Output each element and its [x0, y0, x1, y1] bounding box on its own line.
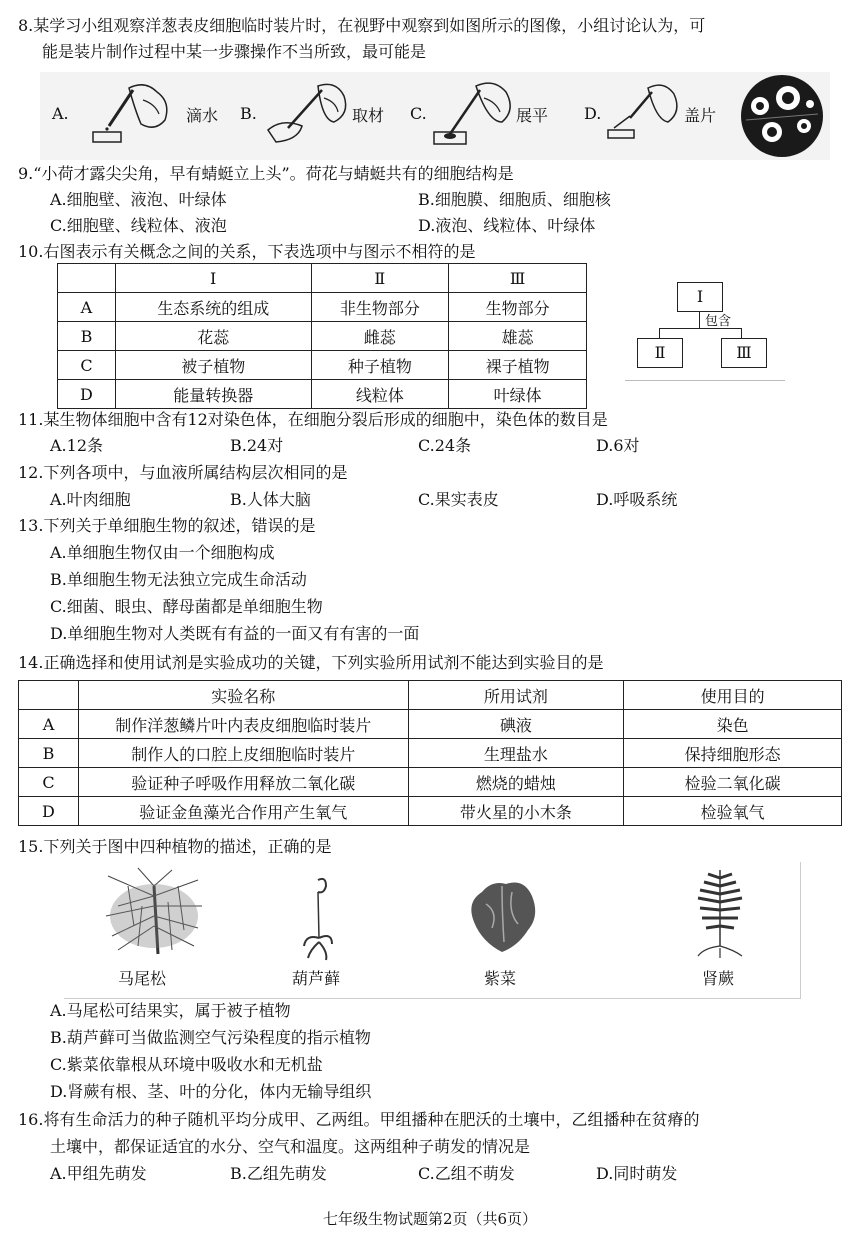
q9-option-c: C.细胞壁、线粒体、液泡 — [50, 216, 227, 235]
q11-stem: 11.某生物体细胞中含有12对染色体，在细胞分裂后形成的细胞中，染色体的数目是 — [18, 410, 608, 429]
table-cell: 使用目的 — [624, 681, 842, 710]
q16-option-d: D.同时萌发 — [596, 1164, 678, 1183]
fern-icon — [690, 866, 750, 958]
table-cell: D — [58, 380, 116, 409]
table-row — [19, 739, 842, 768]
q8-option-c-text: 展平 — [516, 106, 549, 125]
table-cell: 雌蕊 — [311, 322, 449, 351]
table-cell: Ⅰ — [115, 264, 311, 293]
table-row — [19, 710, 842, 739]
q14-stem: 14.正确选择和使用试剂是实验成功的关键，下列实验所用试剂不能达到实验目的是 — [18, 653, 604, 672]
q9-option-a: A.细胞壁、液泡、叶绿体 — [50, 190, 227, 209]
table-cell: Ⅱ — [311, 264, 449, 293]
q9-option-d: D.液泡、线粒体、叶绿体 — [418, 216, 596, 235]
table-cell: 雄蕊 — [449, 322, 587, 351]
table-cell: 实验名称 — [78, 681, 408, 710]
diagram-relation-label: 包含 — [705, 314, 732, 329]
tweezers-hand-icon — [262, 80, 357, 150]
q14-table — [18, 680, 842, 826]
table-cell: 制作人的口腔上皮细胞临时装片 — [78, 739, 408, 768]
page-footer: 七年级生物试题第2页（共6页） — [322, 1210, 538, 1228]
q12-option-b: B.人体大脑 — [230, 490, 311, 509]
table-cell: B — [19, 739, 79, 768]
table-cell: 验证种子呼吸作用释放二氧化碳 — [78, 768, 408, 797]
table-row — [58, 380, 587, 409]
plant-label-moss: 葫芦藓 — [292, 969, 341, 988]
q12-option-d: D.呼吸系统 — [596, 490, 678, 509]
table-cell: C — [58, 351, 116, 380]
table-cell: 生理盐水 — [408, 739, 624, 768]
q15-option-c: C.紫菜依靠根从环境中吸收水和无机盐 — [50, 1055, 323, 1074]
table-cell: 燃烧的蜡烛 — [408, 768, 624, 797]
seaweed-icon — [462, 872, 542, 956]
table-cell: 生态系统的组成 — [115, 293, 311, 322]
q12-option-c: C.果实表皮 — [418, 490, 499, 509]
q13-option-a: A.单细胞生物仅由一个细胞构成 — [50, 543, 275, 562]
table-cell: 染色 — [624, 710, 842, 739]
q8-option-a-text: 滴水 — [186, 106, 219, 125]
table-cell: 被子植物 — [115, 351, 311, 380]
table-cell: 能量转换器 — [115, 380, 311, 409]
plant-label-fern: 肾蕨 — [702, 969, 735, 988]
diagram-label-right: Ⅲ — [736, 343, 752, 362]
q8-option-d-letter: D. — [584, 104, 602, 123]
table-cell: Ⅲ — [449, 264, 587, 293]
plant-label-pine: 马尾松 — [118, 969, 167, 988]
table-cell: 制作洋葱鳞片叶内表皮细胞临时装片 — [78, 710, 408, 739]
table-cell: D — [19, 797, 79, 826]
table-header-row — [19, 681, 842, 710]
q11-option-c: C.24条 — [418, 436, 472, 455]
table-cell: 所用试剂 — [408, 681, 624, 710]
q16-line2: 土壤中，都保证适宜的水分、空气和温度。这两组种子萌发的情况是 — [50, 1137, 531, 1156]
table-cell — [58, 264, 116, 293]
table-header-row — [58, 264, 587, 293]
q8-line1: 8.某学习小组观察洋葱表皮细胞临时装片时，在视野中观察到如图所示的图像，小组讨论认为，可 — [18, 16, 706, 35]
table-row — [19, 797, 842, 826]
q15-option-d: D.肾蕨有根、茎、叶的分化，体内无输导组织 — [50, 1082, 372, 1101]
table-cell — [19, 681, 79, 710]
q8-option-d-text: 盖片 — [684, 106, 717, 125]
table-cell: 生物部分 — [449, 293, 587, 322]
q8-line2: 能是装片制作过程中某一步骤操作不当所致，最可能是 — [42, 42, 427, 61]
q13-option-c: C.细菌、眼虫、酵母菌都是单细胞生物 — [50, 597, 323, 616]
diagram-box-right — [721, 338, 767, 368]
table-row — [58, 351, 587, 380]
table-row — [58, 322, 587, 351]
needle-hand-icon — [430, 78, 520, 152]
table-cell: 叶绿体 — [449, 380, 587, 409]
table-cell: A — [58, 293, 116, 322]
table-cell: 种子植物 — [311, 351, 449, 380]
table-cell: 检验二氧化碳 — [624, 768, 842, 797]
q12-option-a: A.叶肉细胞 — [50, 490, 131, 509]
q16-option-b: B.乙组先萌发 — [230, 1164, 327, 1183]
diagram-label-top: Ⅰ — [696, 287, 704, 306]
table-cell: 保持细胞形态 — [624, 739, 842, 768]
q15-option-b: B.葫芦藓可当做监测空气污染程度的指示植物 — [50, 1028, 371, 1047]
diagram-connector-left — [659, 328, 660, 338]
q10-table — [57, 263, 587, 409]
diagram-box-left — [637, 338, 683, 368]
masson-pine-icon — [98, 866, 208, 956]
q15-stem: 15.下列关于图中四种植物的描述，正确的是 — [18, 837, 332, 856]
microscope-view-icon — [738, 74, 826, 158]
table-cell: 线粒体 — [311, 380, 449, 409]
q13-option-b: B.单细胞生物无法独立完成生命活动 — [50, 570, 307, 589]
table-cell: 花蕊 — [115, 322, 311, 351]
moss-icon — [298, 872, 338, 962]
q8-option-c-letter: C. — [410, 104, 427, 123]
table-cell: 碘液 — [408, 710, 624, 739]
q8-option-b-letter: B. — [240, 104, 257, 123]
table-cell: 检验氧气 — [624, 797, 842, 826]
table-cell: 非生物部分 — [311, 293, 449, 322]
q16-option-a: A.甲组先萌发 — [50, 1164, 147, 1183]
table-cell: A — [19, 710, 79, 739]
table-cell: B — [58, 322, 116, 351]
q8-option-b-text: 取材 — [352, 106, 385, 125]
q11-option-d: D.6对 — [596, 436, 640, 455]
table-row — [58, 293, 587, 322]
q11-option-a: A.12条 — [50, 436, 104, 455]
coverslip-hand-icon — [600, 80, 685, 150]
q13-stem: 13.下列关于单细胞生物的叙述，错误的是 — [18, 516, 316, 535]
diagram-label-left: Ⅱ — [654, 343, 666, 362]
plant-label-seaweed: 紫菜 — [484, 969, 517, 988]
diagram-connector-right — [741, 328, 742, 338]
table-cell: 带火星的小木条 — [408, 797, 624, 826]
dropper-hand-icon — [85, 80, 180, 150]
diagram-box-top — [677, 282, 723, 312]
table-cell: C — [19, 768, 79, 797]
q10-stem: 10.右图表示有关概念之间的关系，下表选项中与图示不相符的是 — [18, 242, 476, 261]
q16-option-c: C.乙组不萌发 — [418, 1164, 515, 1183]
q15-option-a: A.马尾松可结果实，属于被子植物 — [50, 1001, 291, 1020]
table-cell: 裸子植物 — [449, 351, 587, 380]
q12-stem: 12.下列各项中，与血液所属结构层次相同的是 — [18, 463, 348, 482]
q9-stem: 9.“小荷才露尖尖角，早有蜻蜓立上头”。荷花与蜻蜓共有的细胞结构是 — [18, 164, 514, 183]
table-row — [19, 768, 842, 797]
q9-option-b: B.细胞膜、细胞质、细胞核 — [418, 190, 611, 209]
table-cell: 验证金鱼藻光合作用产生氧气 — [78, 797, 408, 826]
q11-option-b: B.24对 — [230, 436, 284, 455]
diagram-connector-vertical — [699, 312, 700, 328]
q16-line1: 16.将有生命活力的种子随机平均分成甲、乙两组。甲组播种在肥沃的土壤中，乙组播种在贫瘠的 — [18, 1110, 700, 1129]
q8-option-a-letter: A. — [52, 104, 69, 123]
q13-option-d: D.单细胞生物对人类既有有益的一面又有有害的一面 — [50, 624, 420, 643]
concept-diagram — [625, 270, 785, 381]
